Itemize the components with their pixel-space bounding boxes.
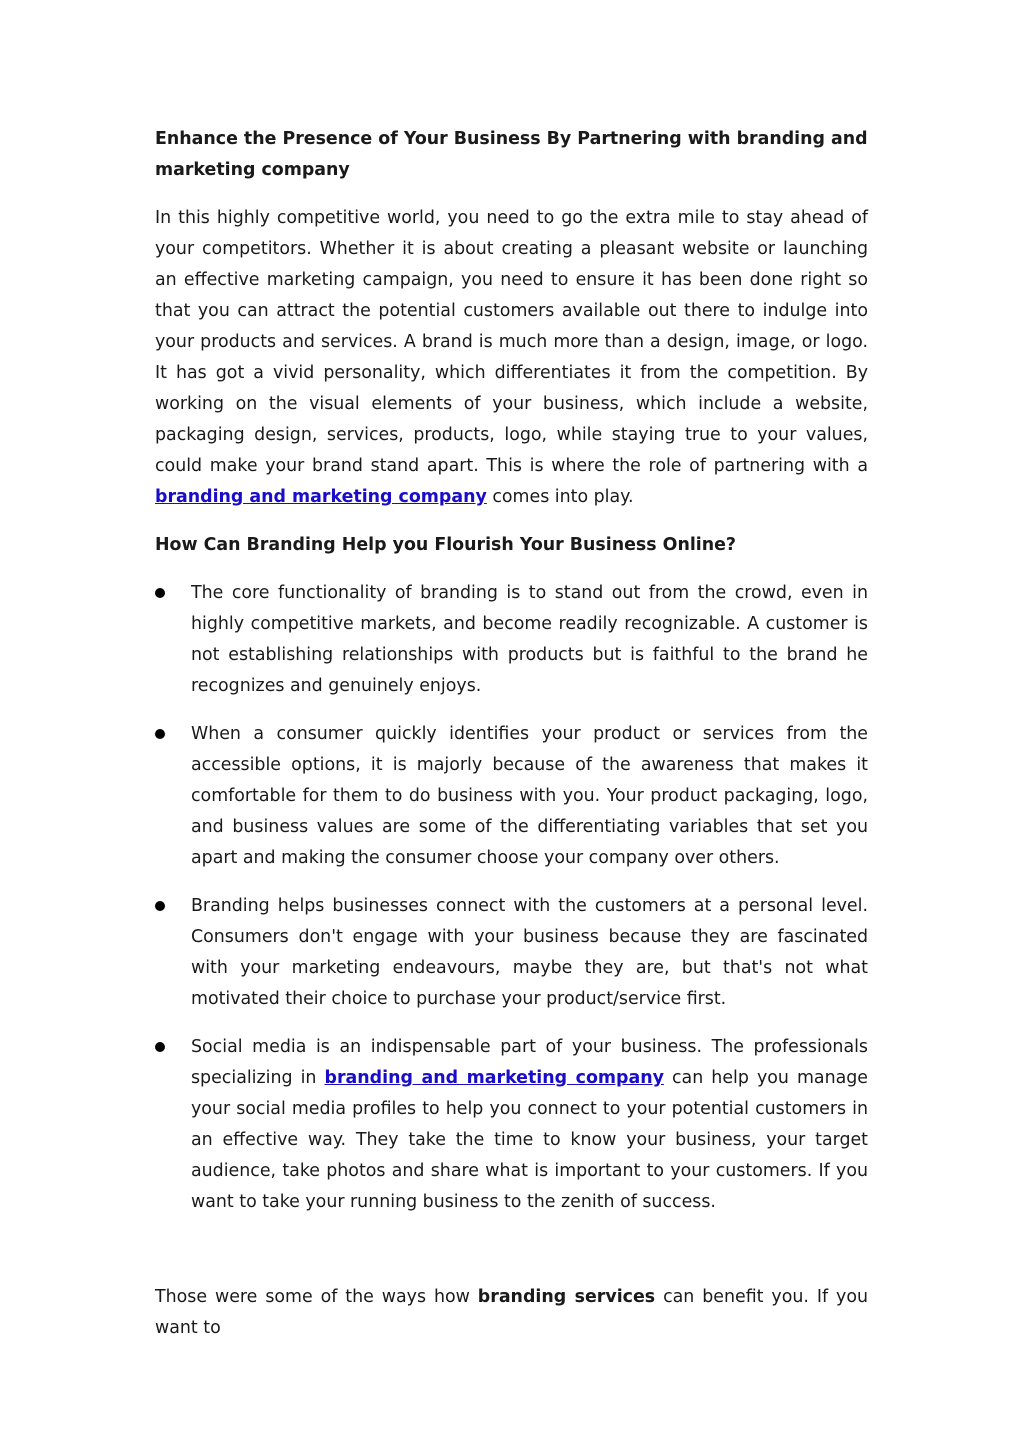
closing-text-before-bold: Those were some of the ways how (155, 1287, 478, 1307)
list-item-text: When a consumer quickly identifies your product or services from the accessible options, it is majorly because of the awareness that makes it comfortable for them to do business with you. Your product packaging, logo, and business values are some of the differentiating variables that set you apart and making the consumer choose your company over others. (191, 724, 868, 868)
section-subheading: How Can Branding Help you Flourish Your Business Online? (155, 535, 737, 555)
bullet-icon (155, 1042, 165, 1052)
list-item-text-before-link: Social media is an indispensable part of your business. The professionals specializing in (191, 1037, 868, 1088)
list-item (155, 719, 868, 874)
document-title: Enhance the Presence of Your Business By Partnering with branding and marketing company (155, 129, 868, 180)
intro-paragraph (155, 203, 868, 513)
branding-company-link[interactable]: branding and marketing company (155, 487, 487, 507)
list-item-text: The core functionality of branding is to stand out from the crowd, even in highly competitive markets, and become readily recognizable. A customer is not establishing relationships with products but is faithful to the brand he recognizes and genuinely enjoys. (191, 583, 868, 696)
list-item-text: Branding helps businesses connect with the customers at a personal level. Consumers don't engage with your business because they are fascinated with your marketing endeavours, maybe they are, but that's not what motivated their choice to purchase your product/service first. (191, 896, 868, 1009)
bullet-icon (155, 588, 165, 598)
list-item (155, 578, 868, 702)
bullet-icon (155, 901, 165, 911)
closing-bold-text: branding services (477, 1287, 656, 1307)
branding-company-link[interactable]: branding and marketing company (324, 1068, 664, 1088)
intro-text-before-link: In this highly competitive world, you need to go the extra mile to stay ahead of your competitors. Whether it is about creating a pleasant website or launching an effective marketing campaign, you need to ensure it has been done right so that you can attract the potential customers available out there to indulge into your products and services. A brand is much more than a design, image, or logo. It has got a vivid personality, which differentiates it from the competition. By working on the visual elements of your business, which include a website, packaging design, services, products, logo, while staying true to your values, could make your brand stand apart. This is where the role of partnering with a (155, 208, 868, 476)
closing-paragraph (155, 1282, 868, 1344)
list-item-text-after-link: can help you manage your social media profiles to help you connect to your potential customers in an effective way. They take the time to know your business, your target audience, take photos and share what is important to your customers. If you want to take your running business to the zenith of success. (191, 1068, 868, 1212)
intro-text-after-link: comes into play. (486, 487, 634, 507)
bullet-icon (155, 729, 165, 739)
document-page (155, 124, 868, 1344)
list-item (155, 1032, 868, 1218)
list-item (155, 891, 868, 1015)
benefits-list (155, 578, 868, 1218)
closing-text-after-bold: can benefit you. If you want to (155, 1287, 868, 1338)
